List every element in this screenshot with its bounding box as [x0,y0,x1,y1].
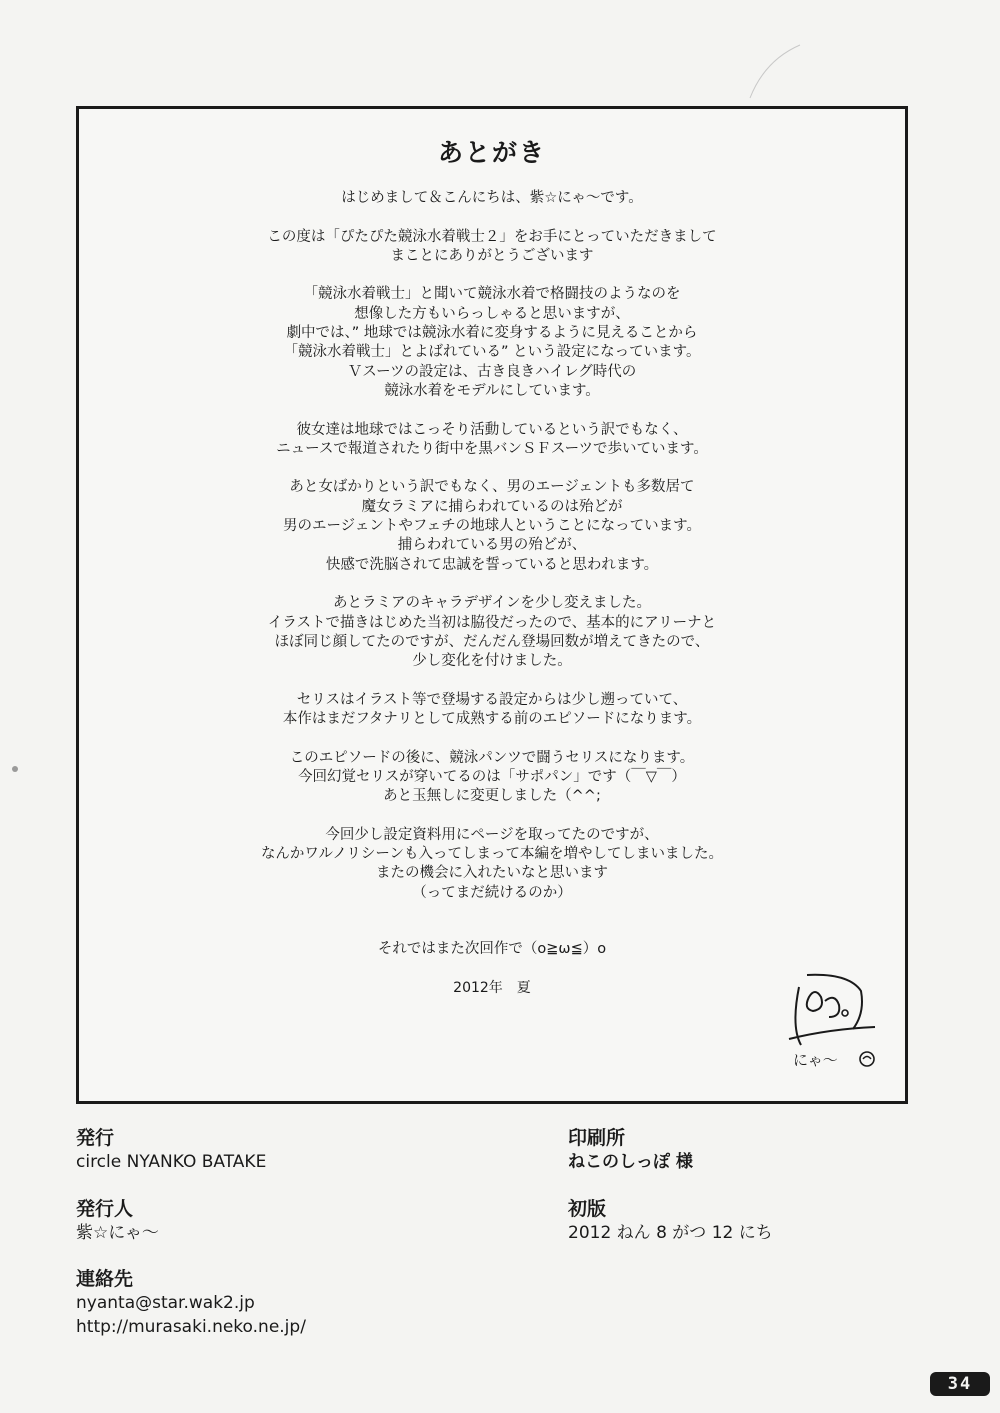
first-edition-label: 初版 [568,1198,607,1220]
afterword-line: 男のエージェントやフェチの地球人ということになっています。 [282,518,702,535]
afterword-line: まことにありがとうございます [390,247,594,264]
afterword-line: あと女ばかりという訳でもなく、男のエージェントも多数居て [289,479,695,496]
colophon-printer [568,1126,693,1174]
afterword-paragraph [79,228,905,267]
afterword-title: あとがき [437,138,546,167]
afterword-paragraph [79,421,905,460]
contact-email: nyanta@star.wak2.jp [76,1293,255,1313]
issuer-value: 紫☆にゃ～ [76,1223,159,1243]
afterword-line: イラストで描きはじめた当初は脇役だったので、基本的にアリーナと [267,614,717,631]
afterword-paragraph [79,749,905,807]
afterword-line: 今回幻覚セリスが穿いてるのは「サポパン」です（￣▽￣） [298,768,686,785]
afterword-paragraph [79,478,905,574]
afterword-paragraph [79,594,905,671]
author-signature [779,967,879,1077]
afterword-line: またの機会に入れたいなと思います [376,865,608,882]
margin-dot [12,766,18,772]
page-number: 34 [930,1372,990,1396]
afterword-paragraph [79,189,905,208]
afterword-line: ニュースで報道されたり街中を黒バンＳＦスーツで歩いています。 [276,440,708,457]
afterword-line: セリスはイラスト等で登場する設定からは少し遡っていて、 [296,691,688,708]
afterword-line: あとラミアのキャラデザインを少し変えました。 [333,595,651,612]
issuer-label: 発行人 [76,1198,134,1220]
contact-url: http://murasaki.neko.ne.jp/ [76,1317,306,1337]
colophon-first-edition [568,1197,773,1245]
afterword-line: 今回少し設定資料用にページを取ってたのですが、 [325,826,659,843]
afterword-line: 劇中では、” 地球では競泳水着に変身するように見えることから [286,325,698,342]
colophon-issuer [76,1197,159,1245]
afterword-paragraph [79,285,905,401]
publisher-value: circle NYANKO BATAKE [76,1152,267,1172]
first-edition-value: 2012 ねん 8 がつ 12 にち [568,1223,773,1243]
afterword-line: 少し変化を付けました。 [412,653,572,670]
afterword-line: あと玉無しに変更しました（^^; [383,788,601,805]
afterword-line: このエピソードの後に、競泳パンツで闘うセリスになります。 [289,749,695,766]
afterword-line: 本作はまだフタナリとして成熟する前のエピソードになります。 [282,711,702,728]
afterword-line: なんかワルノリシーンも入ってしまって本編を増やしてしまいました。 [260,846,724,863]
afterword-body [79,189,905,922]
margin-pencil-mark [745,40,805,100]
afterword-paragraph [79,691,905,730]
afterword-date: 2012年 夏 [453,980,531,996]
afterword-line: はじめまして＆こんにちは、紫☆にゃ～です。 [341,190,643,206]
printer-value: ねこのしっぽ 様 [568,1152,693,1172]
afterword-paragraph [79,826,905,903]
afterword-line: 魔女ラミアに捕らわれているのは殆どが [361,498,623,515]
afterword-line: 快感で洗脳されて忠誠を誓っていると思われます。 [325,556,659,573]
afterword-line: 想像した方もいらっしゃると思いますが、 [354,305,630,322]
afterword-frame [76,106,908,1104]
colophon-contact [76,1267,306,1339]
contact-label: 連絡先 [76,1268,134,1290]
afterword-line: 彼女達は地球ではこっそり活動しているという訳でもなく、 [296,421,688,438]
afterword-line: ほぼ同じ顔してたのですが、だんだん登場回数が増えてきたので、 [274,633,710,650]
colophon-publisher [76,1126,266,1174]
signature-text: にゃ～ [793,1051,838,1069]
afterword-line: この度は「ぴたぴた競泳水着戦士２」をお手にとっていただきまして [267,228,717,245]
closing-line: それではまた次回作で（o≧ω≦）o [377,941,607,957]
printer-label: 印刷所 [568,1127,626,1149]
afterword-line: 捕らわれている男の殆どが、 [397,537,587,554]
afterword-line: 「競泳水着戦士」とよばれている” という設定になっています。 [283,344,701,361]
afterword-line: 「競泳水着戦士」と聞いて競泳水着で格闘技のようなのを [303,286,681,303]
publisher-label: 発行 [76,1127,115,1149]
afterword-line: （ってまだ続けるのか） [412,884,572,901]
afterword-line: Ｖスーツの設定は、古き良きハイレグ時代の [347,363,637,380]
afterword-line: 競泳水着をモデルにしています。 [384,382,600,399]
